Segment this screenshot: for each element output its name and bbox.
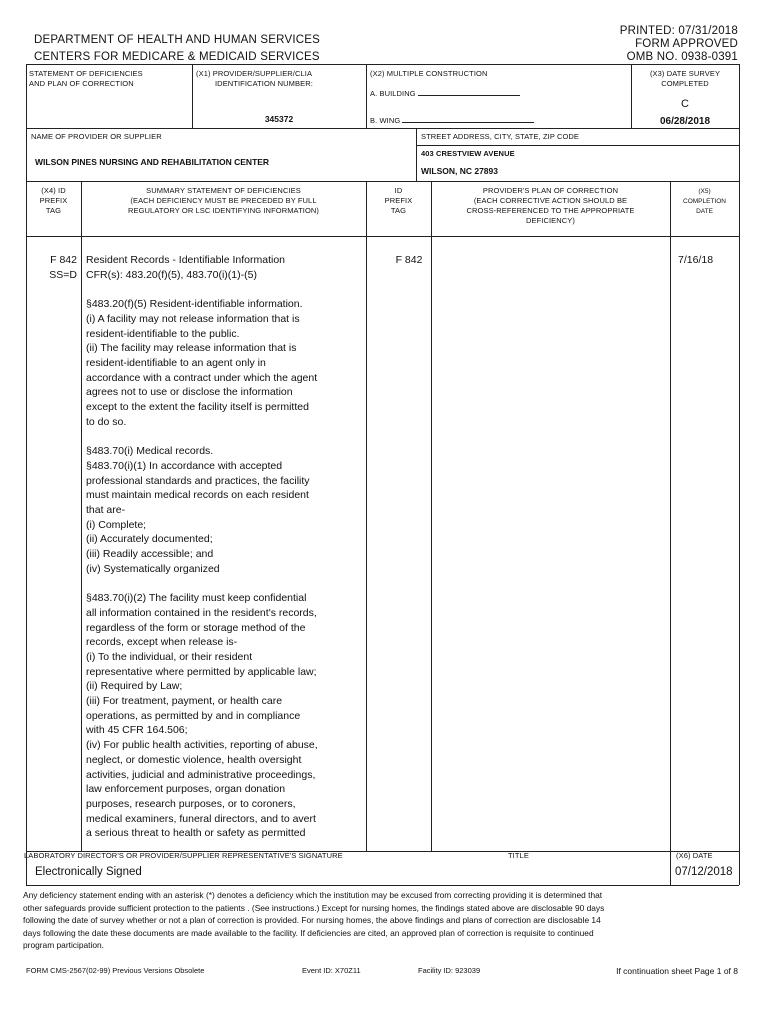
provider-name-label: NAME OF PROVIDER OR SUPPLIER <box>31 132 162 141</box>
plan-tag: F 842 <box>395 254 423 266</box>
signature-value: Electronically Signed <box>35 866 142 878</box>
provider-name: WILSON PINES NURSING AND REHABILITATION CENTER <box>35 157 270 167</box>
deficiency-summary <box>86 253 364 841</box>
regulation-paragraph: §483.20(f)(5) Resident-identifiable information. (i) A facility may not release information that is resident-identifiable to the public. (ii) The facility may release information that is resident-identifiable to an agent only in accordance with a contract under which the agent agrees not to use or disclose the information except to the extent the facility itself is permitted to do so. <box>86 298 318 428</box>
address-label: STREET ADDRESS, CITY, STATE, ZIP CODE <box>421 132 580 141</box>
regulation-paragraph: §483.70(i) Medical records. §483.70(i)(1) In accordance with accepted professional standards and practices, the facility must maintain medical records on each resident that are- (i) Complete; (ii) Accurately documented; (iii) Readily accessible; and (iv) Systematically organized <box>86 445 310 575</box>
x3-label: (X3) DATE SURVEY COMPLETED <box>649 69 721 88</box>
completion-date: 7/16/18 <box>678 254 714 266</box>
summary-header: SUMMARY STATEMENT OF DEFICIENCIES (EACH DEFICIENCY MUST BE PRECEDED BY FULL REGULATORY OR LSC IDENTIFYING INFORMATION) <box>127 186 320 215</box>
address-line-1: 403 CRESTVIEW AVENUE <box>421 149 515 158</box>
provider-id-value: 345372 <box>264 114 294 124</box>
address-line-2: WILSON, NC 27893 <box>421 166 498 176</box>
page-indicator: If continuation sheet Page 1 of 8 <box>616 966 738 976</box>
x4-header: (X4) ID PREFIX TAG <box>39 186 68 215</box>
regulation-paragraph: §483.70(i)(2) The facility must keep confidential all information contained in the resident's records, regardless of the form or storage method of the records, except when release is- (i) To the individual, or their resident representative where permitted by applicable law; (ii) Required by Law; (iii) For treatment, payment, or health care operations, as permitted by and in compliance with 45 CFR 164.506; (iv) For public health activities, reporting of abuse, neglect, or domestic violence, health oversight activities, judicial and administrative proceedings, law enforcement purposes, organ donation purposes, research purposes, or to coroners, medical examiners, funeral directors, and to avert a serious threat to health or safety as permitted <box>86 592 318 840</box>
signature-label: LABORATORY DIRECTOR'S OR PROVIDER/SUPPLIER REPRESENTATIVE'S SIGNATURE <box>24 851 343 860</box>
department-name: DEPARTMENT OF HEALTH AND HUMAN SERVICES <box>34 34 320 46</box>
x1-label: (X1) PROVIDER/SUPPLIER/CLIA IDENTIFICATION NUMBER: <box>196 69 313 88</box>
deficiency-title: Resident Records - Identifiable Information <box>86 254 286 266</box>
title-label: TITLE <box>508 851 529 860</box>
building-field: A. BUILDING <box>370 86 520 99</box>
printed-date: PRINTED: 07/31/2018 <box>619 25 738 37</box>
signature-date-label: (X6) DATE <box>676 851 713 860</box>
x5-header: (X5) COMPLETION DATE <box>683 188 726 215</box>
form-number: FORM CMS-2567(02-99) Previous Versions Obsolete <box>26 966 205 975</box>
signature-date: 07/12/2018 <box>675 866 733 878</box>
survey-type-letter: C <box>681 98 689 110</box>
x2-label: (X2) MULTIPLE CONSTRUCTION <box>370 69 488 78</box>
id-header: ID PREFIX TAG <box>384 186 413 215</box>
facility-id: Facility ID: 923039 <box>418 966 481 975</box>
deficiency-cfr: CFR(s): 483.20(f)(5), 483.70(i)(1)-(5) <box>86 268 257 281</box>
form-approved: FORM APPROVED <box>635 38 738 50</box>
statement-label: STATEMENT OF DEFICIENCIES AND PLAN OF CORRECTION <box>29 69 143 88</box>
wing-field: B. WING <box>370 113 534 126</box>
omb-number: OMB NO. 0938-0391 <box>626 51 738 63</box>
event-id: Event ID: X70Z11 <box>302 966 361 975</box>
plan-header: PROVIDER'S PLAN OF CORRECTION (EACH CORRECTIVE ACTION SHOULD BE CROSS-REFERENCED TO THE APPROPRIATE DEFICIENCY) <box>466 186 635 225</box>
agency-name: CENTERS FOR MEDICARE & MEDICAID SERVICES <box>34 51 320 63</box>
survey-date: 06/28/2018 <box>659 116 711 127</box>
deficiency-tag: F 842 SS=D <box>49 254 77 281</box>
disclaimer-text: Any deficiency statement ending with an asterisk (*) denotes a deficiency which the institution may be excused from correcting providing it is determined that other safeguards provide sufficient protection to the patients . (See instructions.) Except for nursing homes, the findings stated above are disclosable 90 days following the date of survey whether or not a plan of correction is provided. For nursing homes, the above findings and plans of correction are disclosable 14 days following the date these documents are made available to the facility. If deficiencies are cited, an approved plan of correction is requisite to continued program participation. <box>23 890 605 950</box>
